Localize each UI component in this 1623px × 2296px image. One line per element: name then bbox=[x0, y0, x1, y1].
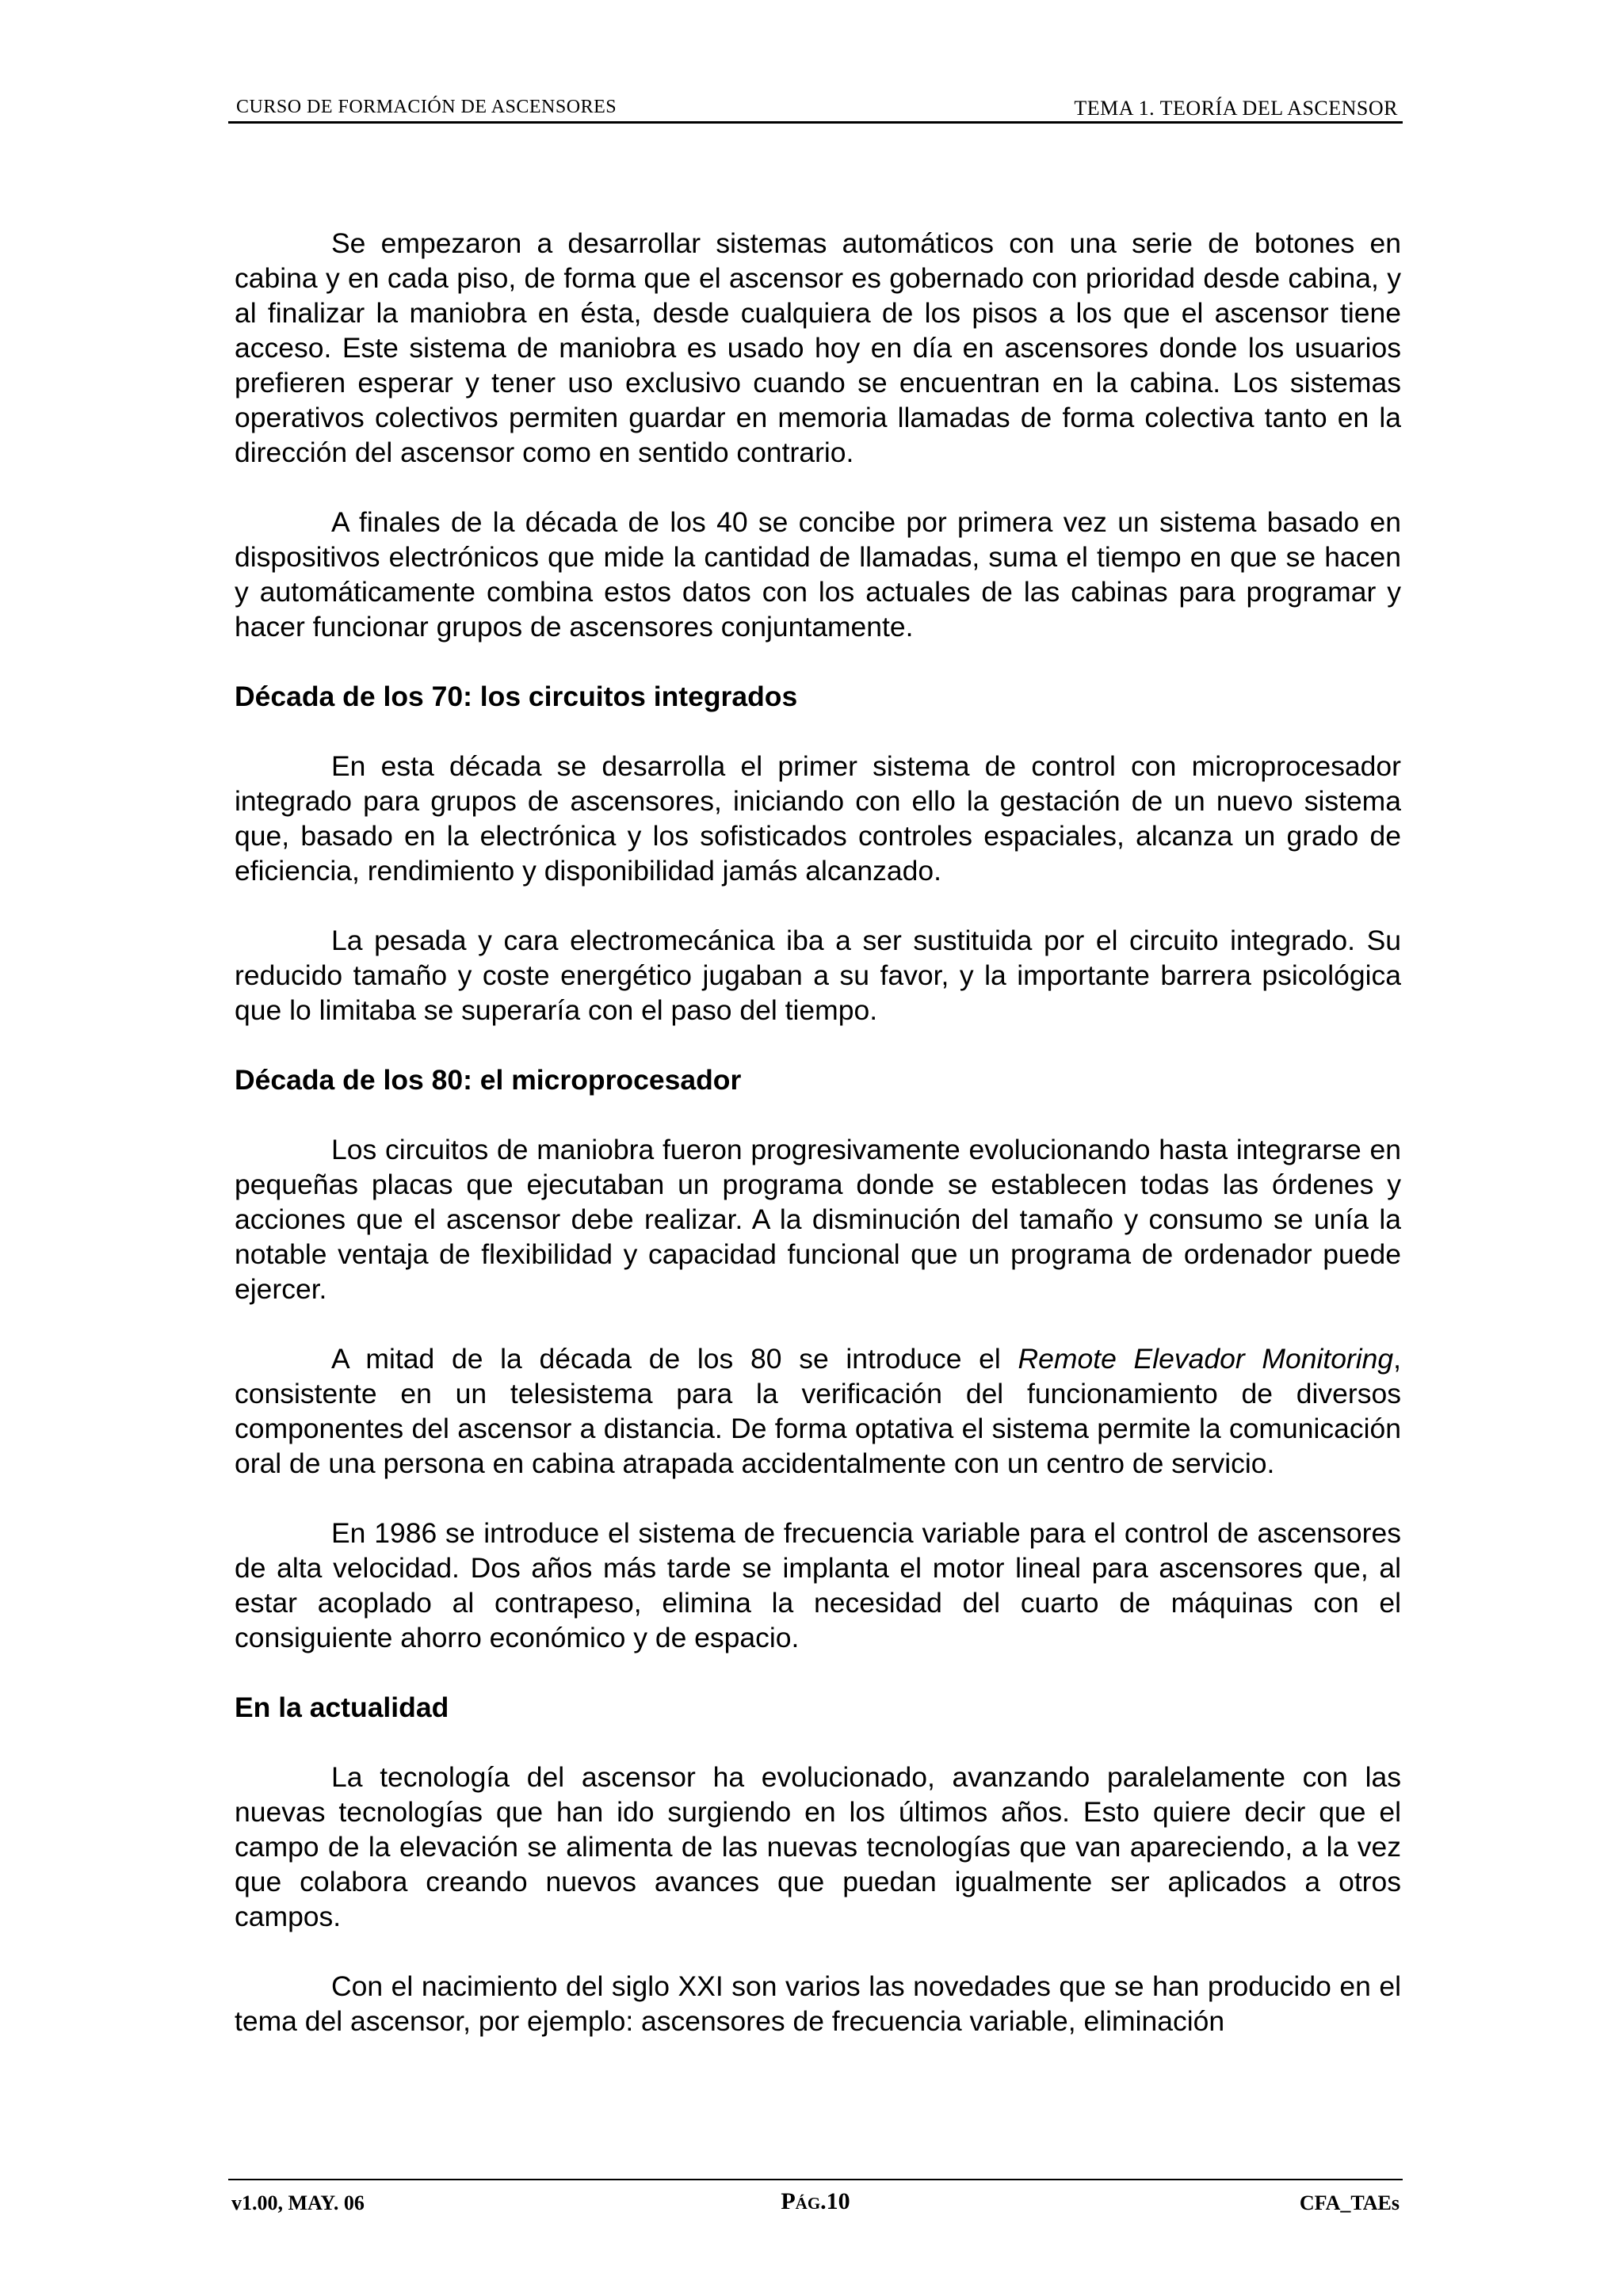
footer-version: v1.00, MAY. 06 bbox=[231, 2191, 365, 2214]
page-footer bbox=[228, 2188, 1403, 2220]
header-divider bbox=[228, 121, 1403, 124]
section-heading-70s: Década de los 70: los circuitos integrados bbox=[235, 681, 798, 712]
footer-divider bbox=[228, 2179, 1403, 2180]
page-header bbox=[228, 93, 1403, 125]
header-course-title: CURSO DE FORMACIÓN DE ASCENSORES bbox=[236, 97, 617, 117]
paragraph-4: La pesada y cara electromecánica iba a ser sustituida por el circuito integrado. Su reducido tamaño y coste energético jugaban a su favor, y la importante barrera psicológica que lo limitaba se superaría con el paso del tiempo. bbox=[235, 925, 1401, 1026]
paragraph-3: En esta década se desarrolla el primer sistema de control con microprocesador integrado para grupos de ascensores, iniciando con ello la gestación de un nuevo sistema que, basado en la electrónica y los sofisticados controles espaciales, alcanza un grado de eficiencia, rendimiento y disponibilidad jamás alcanzado. bbox=[235, 750, 1401, 887]
footer-page-number: Pág.10 bbox=[781, 2188, 850, 2214]
paragraph-5: Los circuitos de maniobra fueron progresivamente evolucionando hasta integrarse en pequeñas placas que ejecutaban un programa donde se establecen todas las órdenes y acciones que el ascensor debe realizar. A la disminución del tamaño y consumo se unía la notable ventaja de flexibilidad y capacidad funcional que un programa de ordenador puede ejercer. bbox=[235, 1134, 1401, 1305]
paragraph-6-italic-term: Remote Elevador Monitoring bbox=[1018, 1343, 1394, 1375]
paragraph-7: En 1986 se introduce el sistema de frecuencia variable para el control de ascensores de alta velocidad. Dos años más tarde se implanta el motor lineal para ascensores que, al estar acoplado al contrapeso, elimina la necesidad del cuarto de máquinas con el consiguiente ahorro económico y de espacio. bbox=[235, 1517, 1401, 1653]
paragraph-6-start: A mitad de la década de los 80 se introduce el bbox=[331, 1343, 1018, 1375]
header-topic-title: TEMA 1. TEORÍA DEL ASCENSOR bbox=[1074, 97, 1398, 120]
footer-doc-code: CFA_TAEs bbox=[1299, 2191, 1400, 2214]
paragraph-2: A finales de la década de los 40 se concibe por primera vez un sistema basado en dispositivos electrónicos que mide la cantidad de llamadas, suma el tiempo en que se hacen y automáticamente combina estos datos con los actuales de las cabinas para programar y hacer funcionar grupos de ascensores conjuntamente. bbox=[235, 506, 1401, 643]
section-heading-80s: Década de los 80: el microprocesador bbox=[235, 1064, 742, 1096]
section-heading-actualidad: En la actualidad bbox=[235, 1691, 449, 1723]
document-body bbox=[235, 226, 1401, 2073]
paragraph-6-end: , consistente en un telesistema para la verificación del funcionamiento de diversos componentes del ascensor a distancia. De forma optativa el sistema permite la comunicación oral de una persona en cabina atrapada accidentalmente con un centro de servicio. bbox=[235, 1343, 1402, 1479]
paragraph-6 bbox=[235, 1341, 1401, 1481]
paragraph-1: Se empezaron a desarrollar sistemas automáticos con una serie de botones en cabina y en cada piso, de forma que el ascensor es gobernado con prioridad desde cabina, y al finalizar la maniobra en ésta, desde cualquiera de los pisos a los que el ascensor tiene acceso. Este sistema de maniobra es usado hoy en día en ascensores donde los usuarios prefieren esperar y tener uso exclusivo cuando se encuentran en la cabina. Los sistemas operativos colectivos permiten guardar en memoria llamadas de forma colectiva tanto en la dirección del ascensor como en sentido contrario. bbox=[235, 227, 1401, 468]
paragraph-9: Con el nacimiento del siglo XXI son varios las novedades que se han producido en el tema del ascensor, por ejemplo: ascensores de frecuencia variable, eliminación bbox=[235, 1970, 1401, 2037]
paragraph-8: La tecnología del ascensor ha evolucionado, avanzando paralelamente con las nuevas tecnologías que han ido surgiendo en los últimos años. Esto quiere decir que el campo de la elevación se alimenta de las nuevas tecnologías que van apareciendo, a la vez que colabora creando nuevos avances que puedan igualmente ser aplicados a otros campos. bbox=[235, 1761, 1401, 1932]
